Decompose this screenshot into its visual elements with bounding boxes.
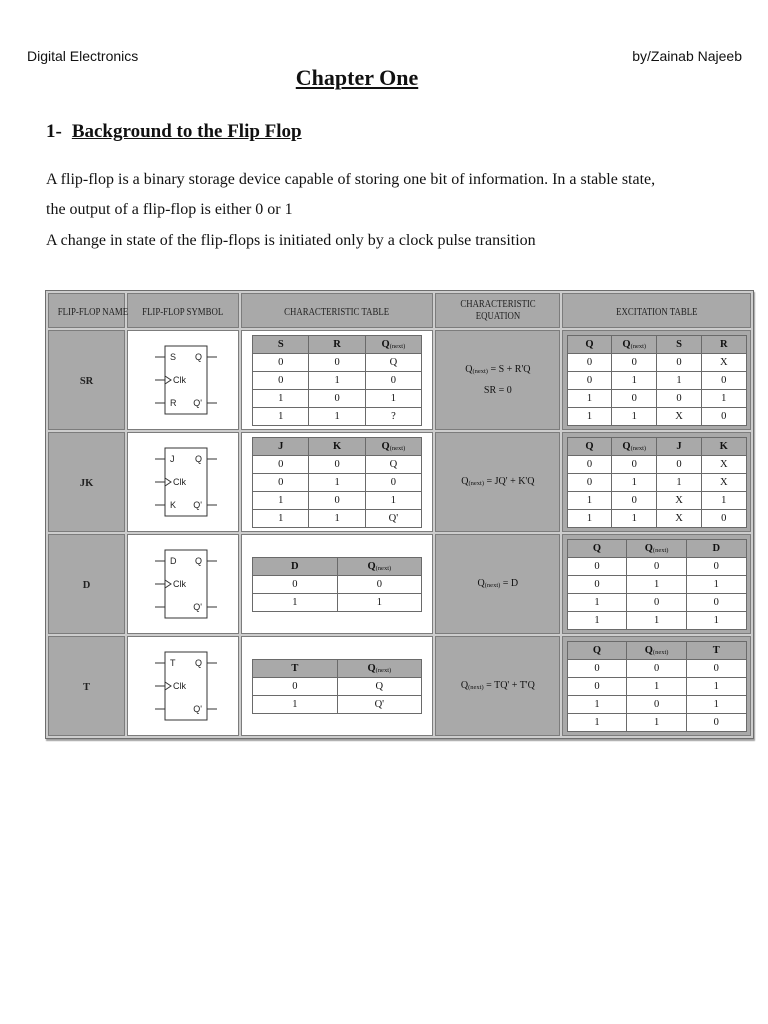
excitation-table-cell: 1 xyxy=(612,509,657,527)
characteristic-table-cell: 1 xyxy=(309,473,365,491)
excitation-table-cell: 0 xyxy=(657,389,702,407)
characteristic-table-header: R xyxy=(309,335,365,353)
excitation-table-cell: 0 xyxy=(567,659,627,677)
excitation-table-cell: 0 xyxy=(567,371,612,389)
characteristic-table-cell: 0 xyxy=(253,455,309,473)
subscript-next: (next) xyxy=(652,648,669,656)
excitation-table-header-row xyxy=(567,335,746,353)
symbol-clock-label: Clk xyxy=(173,477,187,487)
excitation-table-header-row xyxy=(567,437,746,455)
characteristic-table xyxy=(252,659,422,714)
excitation-table-cell: 1 xyxy=(657,473,702,491)
excitation-table-cell: 1 xyxy=(567,611,627,629)
excitation-table-cell: 1 xyxy=(612,473,657,491)
excitation-table-cell: 0 xyxy=(567,557,627,575)
excitation-table-row xyxy=(567,611,746,629)
characteristic-table-cell: 1 xyxy=(309,509,365,527)
header-course-title: Digital Electronics xyxy=(27,48,139,64)
excitation-table-row xyxy=(567,407,746,425)
header-flip-flop-name xyxy=(48,293,129,328)
flip-flop-summary-table xyxy=(45,290,754,739)
symbol-output-q-label: Q xyxy=(195,352,203,362)
excitation-table-cell: 0 xyxy=(701,509,746,527)
characteristic-table xyxy=(252,437,422,528)
characteristic-table xyxy=(252,335,422,426)
symbol-output-q-bar-label: Q' xyxy=(193,398,203,408)
excitation-table-header: Q xyxy=(567,437,612,455)
characteristic-table-header-row xyxy=(253,335,422,353)
header-label: FLIP-FLOP SYMBOL xyxy=(142,305,224,318)
flip-flop-row-jk xyxy=(48,432,751,532)
excitation-table-cell: 0 xyxy=(627,695,687,713)
excitation-table-cell: X xyxy=(701,353,746,371)
symbol-clock-label: Clk xyxy=(173,375,187,385)
table-header-row xyxy=(48,293,751,328)
excitation-table-cell: 0 xyxy=(612,389,657,407)
characteristic-table-header-row xyxy=(253,557,422,575)
excitation-table-cell: 1 xyxy=(701,389,746,407)
subscript-next: (next) xyxy=(484,581,501,589)
symbol-output-q-label: Q xyxy=(195,658,203,668)
excitation-table-cell: 0 xyxy=(686,593,746,611)
characteristic-table-cell: 1 xyxy=(365,389,421,407)
symbol-output-q-bar-label: Q' xyxy=(193,602,203,612)
subscript-next: (next) xyxy=(468,479,485,487)
characteristic-table-header: T xyxy=(253,659,338,677)
symbol-output-q-label: Q xyxy=(195,454,203,464)
characteristic-table-cell: ? xyxy=(365,407,421,425)
excitation-table-header: D xyxy=(686,539,746,557)
section-number: 1- xyxy=(46,121,62,142)
characteristic-equation-cell xyxy=(435,534,560,634)
characteristic-table-cell: 1 xyxy=(253,509,309,527)
excitation-table-cell: 0 xyxy=(686,713,746,731)
characteristic-table-cell: 0 xyxy=(253,575,338,593)
flip-flop-name-cell xyxy=(48,636,125,736)
characteristic-table-cell: 0 xyxy=(253,371,309,389)
characteristic-table-cell: 1 xyxy=(309,407,365,425)
characteristic-table-header-row xyxy=(253,437,422,455)
characteristic-table-cell: 1 xyxy=(253,593,338,611)
excitation-table-cell: 1 xyxy=(567,491,612,509)
excitation-table-cell: 0 xyxy=(612,353,657,371)
characteristic-table-cell xyxy=(241,636,434,736)
excitation-table xyxy=(567,641,747,732)
excitation-table-header: Q(next) xyxy=(612,437,657,455)
flip-flop-name-cell xyxy=(48,432,125,532)
symbol-input-top-label: D xyxy=(170,556,177,566)
excitation-table-header: S xyxy=(657,335,702,353)
chapter-title-text: Chapter One xyxy=(295,65,419,90)
paragraph-line: A flip-flop is a binary storage device capable of storing one bit of information. In a stable state, xyxy=(46,171,656,188)
excitation-table-cell: 0 xyxy=(701,407,746,425)
excitation-table-cell: X xyxy=(701,455,746,473)
excitation-table-row xyxy=(567,575,746,593)
excitation-table-row xyxy=(567,659,746,677)
subscript-next: (next) xyxy=(630,342,647,350)
characteristic-table xyxy=(252,557,422,612)
characteristic-table-cell: 1 xyxy=(253,695,338,713)
characteristic-table-cell: 1 xyxy=(253,389,309,407)
characteristic-table-cell: 0 xyxy=(309,353,365,371)
excitation-table-row xyxy=(567,593,746,611)
characteristic-table-cell: 0 xyxy=(253,353,309,371)
characteristic-table-row xyxy=(253,473,422,491)
excitation-table-cell: 1 xyxy=(686,695,746,713)
excitation-table-row xyxy=(567,677,746,695)
excitation-table-cell: 1 xyxy=(701,491,746,509)
excitation-table-cell: X xyxy=(657,407,702,425)
excitation-table-cell: 1 xyxy=(627,575,687,593)
characteristic-table-header: K xyxy=(309,437,365,455)
header-label: CHARACTERISTIC EQUATION xyxy=(460,297,536,322)
excitation-table-cell: X xyxy=(657,491,702,509)
header-label: FLIP-FLOP NAME xyxy=(57,305,129,318)
header-label: EXCITATION TABLE xyxy=(615,305,698,318)
excitation-table xyxy=(567,539,747,630)
header-characteristic-table xyxy=(241,293,434,328)
symbol-input-top-label: T xyxy=(170,658,176,668)
characteristic-table-row xyxy=(253,455,422,473)
characteristic-table-cell: Q xyxy=(365,353,421,371)
subscript-next: (next) xyxy=(652,546,669,554)
subscript-next: (next) xyxy=(375,666,392,674)
excitation-table-cell: 0 xyxy=(686,557,746,575)
excitation-table-cell: 1 xyxy=(567,713,627,731)
characteristic-table-header: J xyxy=(253,437,309,455)
characteristic-table-cell: Q xyxy=(365,455,421,473)
header-excitation-table xyxy=(562,293,751,328)
flip-flop-symbol xyxy=(128,535,238,633)
excitation-table-header: T xyxy=(686,641,746,659)
flip-flop-symbol xyxy=(128,637,238,735)
excitation-table-header: J xyxy=(657,437,702,455)
excitation-table-cell: X xyxy=(701,473,746,491)
excitation-table-cell: 0 xyxy=(627,593,687,611)
excitation-table-cell: 1 xyxy=(627,677,687,695)
excitation-table-cell: 0 xyxy=(567,473,612,491)
characteristic-table-cell: 1 xyxy=(253,491,309,509)
excitation-table xyxy=(567,335,747,426)
excitation-table-cell: 0 xyxy=(686,659,746,677)
subscript-next: (next) xyxy=(389,342,406,350)
characteristic-table-row xyxy=(253,407,422,425)
table-body xyxy=(48,330,751,736)
excitation-table-row xyxy=(567,509,746,527)
excitation-table-cell: 1 xyxy=(686,611,746,629)
subscript-next: (next) xyxy=(468,683,484,691)
characteristic-table-cell: 0 xyxy=(253,677,338,695)
symbol-input-bottom-label: K xyxy=(170,500,177,510)
excitation-table-row xyxy=(567,713,746,731)
excitation-table-cell: 1 xyxy=(567,593,627,611)
subscript-next: (next) xyxy=(375,564,392,572)
characteristic-table-cell: 1 xyxy=(309,371,365,389)
characteristic-equation-cell xyxy=(435,636,560,736)
characteristic-table-header: Q(next) xyxy=(337,557,422,575)
excitation-table-cell: 0 xyxy=(657,353,702,371)
flip-flop-symbol-cell xyxy=(127,330,239,430)
paragraph-line: the output of a flip-flop is either 0 or 1 xyxy=(46,201,293,218)
paragraph-line: A change in state of the flip-flops is initiated only by a clock pulse transition xyxy=(46,232,536,249)
excitation-table-row xyxy=(567,557,746,575)
excitation-table-cell: 0 xyxy=(612,455,657,473)
header-characteristic-equation xyxy=(435,293,560,328)
excitation-table-cell: 0 xyxy=(612,491,657,509)
characteristic-table-row xyxy=(253,371,422,389)
characteristic-table-cell: Q' xyxy=(337,695,422,713)
excitation-table-header: Q xyxy=(567,641,627,659)
characteristic-table-cell: Q' xyxy=(365,509,421,527)
flip-flop-name-cell xyxy=(48,330,125,430)
excitation-table-header: K xyxy=(701,437,746,455)
excitation-table-row xyxy=(567,455,746,473)
characteristic-table-cell: 0 xyxy=(365,371,421,389)
characteristic-equation: Q(next) = S + R'Q xyxy=(465,364,531,375)
flip-flop-symbol-cell xyxy=(127,432,239,532)
excitation-table-cell: 1 xyxy=(627,713,687,731)
characteristic-equation-cell xyxy=(435,432,560,532)
characteristic-table-header-row xyxy=(253,659,422,677)
excitation-table-row xyxy=(567,353,746,371)
subscript-next: (next) xyxy=(472,368,488,375)
flip-flop-symbol xyxy=(128,433,238,531)
characteristic-table-header: Q(next) xyxy=(365,437,421,455)
excitation-table-cell: 0 xyxy=(567,455,612,473)
symbol-output-q-bar-label: Q' xyxy=(193,500,203,510)
excitation-table-cell: 1 xyxy=(612,407,657,425)
characteristic-equation-cell xyxy=(435,330,560,430)
excitation-table-cell: 1 xyxy=(612,371,657,389)
characteristic-table-header: D xyxy=(253,557,338,575)
flip-flop-name-cell xyxy=(48,534,125,634)
characteristic-table-header: Q(next) xyxy=(337,659,422,677)
characteristic-equation-constraint: SR = 0 xyxy=(483,385,512,396)
excitation-table-cell: 1 xyxy=(567,695,627,713)
flip-flop-row-t xyxy=(48,636,751,736)
excitation-table-row xyxy=(567,695,746,713)
characteristic-table-row xyxy=(253,353,422,371)
excitation-table-row xyxy=(567,371,746,389)
excitation-table-header-row xyxy=(567,641,746,659)
flip-flop-symbol-cell xyxy=(127,636,239,736)
characteristic-table-header: S xyxy=(253,335,309,353)
characteristic-table-cell: 1 xyxy=(365,491,421,509)
excitation-table-cell: 0 xyxy=(567,677,627,695)
characteristic-table-cell xyxy=(241,432,434,532)
flip-flop-row-sr xyxy=(48,330,751,430)
header-flip-flop-symbol xyxy=(127,293,239,328)
characteristic-table-cell: Q xyxy=(337,677,422,695)
symbol-clock-label: Clk xyxy=(173,681,187,691)
excitation-table-cell: 0 xyxy=(567,353,612,371)
section-heading xyxy=(46,119,302,145)
characteristic-table-row xyxy=(253,491,422,509)
characteristic-table-cell: 1 xyxy=(253,407,309,425)
excitation-table-row xyxy=(567,491,746,509)
symbol-output-q-bar-label: Q' xyxy=(193,704,203,714)
characteristic-table-row xyxy=(253,593,422,611)
characteristic-table-row xyxy=(253,509,422,527)
excitation-table-cell: 1 xyxy=(567,407,612,425)
symbol-input-bottom-label: R xyxy=(170,398,177,408)
characteristic-table-cell: 1 xyxy=(337,593,422,611)
characteristic-table-row xyxy=(253,695,422,713)
excitation-table-header: Q xyxy=(567,539,627,557)
characteristic-equation: Q(next) = JQ' + K'Q xyxy=(461,475,535,487)
flip-flop-name: T xyxy=(83,682,91,693)
characteristic-equation: Q(next) = TQ' + T'Q xyxy=(460,679,535,691)
excitation-table-cell xyxy=(562,534,751,634)
flip-flop-name: SR xyxy=(79,376,94,387)
characteristic-table-header: Q(next) xyxy=(365,335,421,353)
excitation-table-header: R xyxy=(701,335,746,353)
chapter-title xyxy=(0,64,714,92)
excitation-table-row xyxy=(567,473,746,491)
flip-flop-row-d xyxy=(48,534,751,634)
excitation-table-cell xyxy=(562,330,751,430)
excitation-table-cell: 1 xyxy=(686,677,746,695)
excitation-table-cell: 1 xyxy=(627,611,687,629)
symbol-clock-label: Clk xyxy=(173,579,187,589)
flip-flop-symbol-cell xyxy=(127,534,239,634)
excitation-table-cell: 0 xyxy=(627,557,687,575)
symbol-input-top-label: S xyxy=(170,352,177,362)
excitation-table-row xyxy=(567,389,746,407)
subscript-next: (next) xyxy=(389,444,406,452)
excitation-table-cell: 0 xyxy=(567,575,627,593)
excitation-table-header: Q(next) xyxy=(612,335,657,353)
excitation-table-cell: 1 xyxy=(567,389,612,407)
excitation-table-cell: 0 xyxy=(657,455,702,473)
characteristic-table-cell: 0 xyxy=(309,491,365,509)
excitation-table-cell: 1 xyxy=(567,509,612,527)
excitation-table xyxy=(567,437,747,528)
excitation-table-header-row xyxy=(567,539,746,557)
flip-flop-name: JK xyxy=(79,478,94,489)
subscript-next: (next) xyxy=(630,444,647,452)
characteristic-table-cell: 0 xyxy=(365,473,421,491)
header-label: CHARACTERISTIC TABLE xyxy=(284,305,390,318)
header-author: by/Zainab Najeeb xyxy=(632,48,742,64)
symbol-output-q-label: Q xyxy=(195,556,203,566)
characteristic-table-cell xyxy=(241,534,434,634)
excitation-table-cell xyxy=(562,432,751,532)
section-title: Background to the Flip Flop xyxy=(71,121,302,142)
excitation-table-cell: 0 xyxy=(701,371,746,389)
excitation-table-header: Q(next) xyxy=(627,641,687,659)
excitation-table-cell xyxy=(562,636,751,736)
flip-flop-symbol xyxy=(128,331,238,429)
flip-flop-name: D xyxy=(82,580,91,591)
excitation-table-cell: 0 xyxy=(627,659,687,677)
characteristic-table-cell: 0 xyxy=(337,575,422,593)
excitation-table-header: Q xyxy=(567,335,612,353)
characteristic-table-cell: 0 xyxy=(253,473,309,491)
characteristic-table-cell xyxy=(241,330,434,430)
characteristic-equation: Q(next) = D xyxy=(477,577,519,589)
excitation-table-cell: 1 xyxy=(686,575,746,593)
excitation-table-cell: 1 xyxy=(657,371,702,389)
characteristic-table-row xyxy=(253,575,422,593)
characteristic-table-cell: 0 xyxy=(309,389,365,407)
characteristic-table-row xyxy=(253,677,422,695)
excitation-table-cell: X xyxy=(657,509,702,527)
excitation-table-header: Q(next) xyxy=(627,539,687,557)
symbol-input-top-label: J xyxy=(170,454,175,464)
characteristic-table-cell: 0 xyxy=(309,455,365,473)
characteristic-table-row xyxy=(253,389,422,407)
